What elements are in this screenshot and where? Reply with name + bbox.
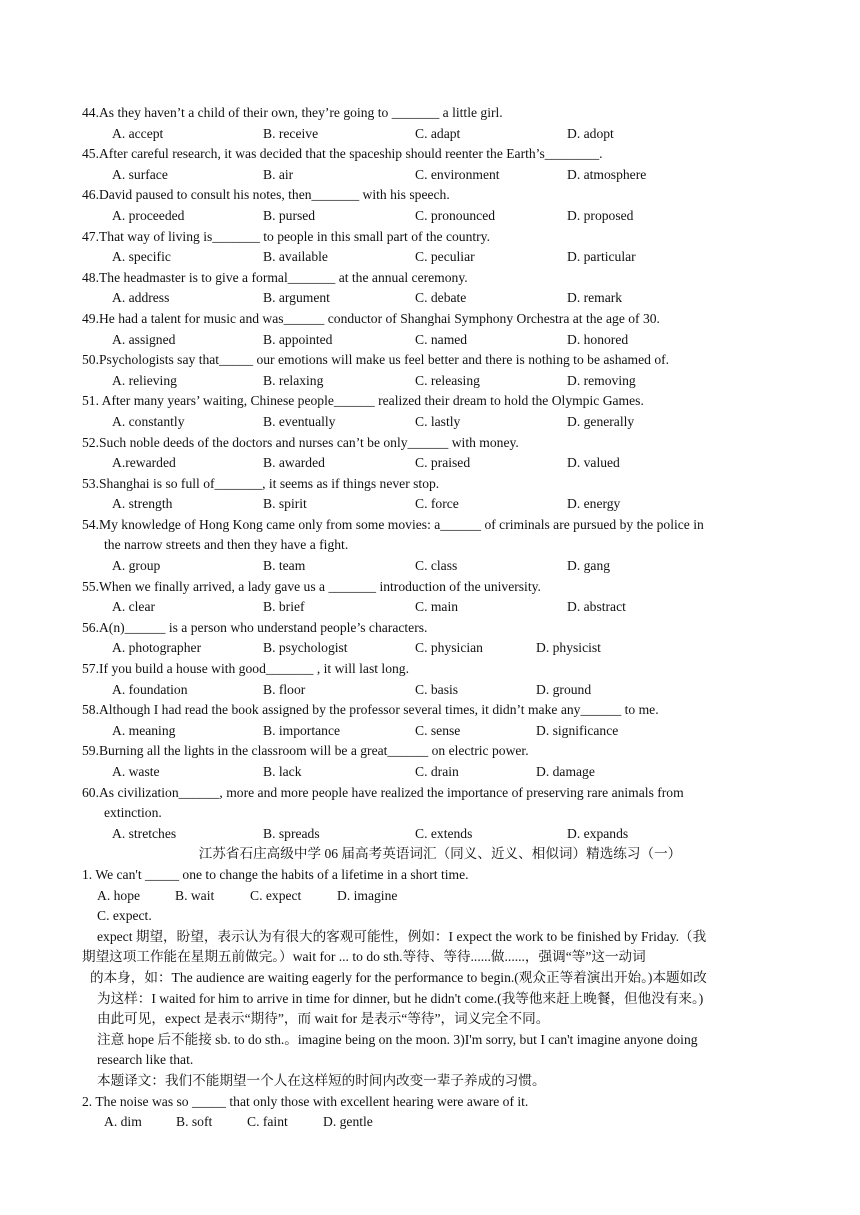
section-title: 江苏省石庄高级中学 06 届高考英语词汇（同义、近义、相似词）精选练习（一） — [198, 846, 682, 862]
option-b: B. team — [263, 558, 306, 574]
question-text: 52.Such noble deeds of the doctors and nurses can’t be only______ with money. — [82, 434, 519, 450]
option-a: A. group — [112, 558, 161, 574]
option-a: A. dim — [104, 1114, 142, 1130]
option-b: B. relaxing — [263, 372, 324, 388]
option-a: A. proceeded — [112, 207, 185, 223]
explanation-line: expect 期望，盼望，表示认为有很大的客观可能性，例如：I expect the work to be finished by Friday.（我 — [97, 928, 707, 944]
option-a: A. waste — [112, 764, 160, 779]
question-stem — [0, 515, 860, 536]
question-text: 47.That way of living is_______ to people in this small part of the country. — [82, 228, 490, 244]
option-row — [0, 412, 860, 433]
option-row — [0, 680, 860, 701]
option-row — [0, 638, 860, 659]
option-row — [0, 824, 860, 845]
explanation-line: 为这样：I waited for him to arrive in time for dinner, but he didn't come.(我等他来赶上晚餐，但他没有来。) — [97, 990, 704, 1006]
option-b: B. receive — [263, 125, 319, 141]
option-row — [0, 597, 860, 618]
option-row — [0, 762, 860, 783]
option-b: B. psychologist — [263, 640, 348, 656]
question-text: 56.A(n)______ is a person who understand people’s characters. — [82, 619, 428, 635]
question-stem — [0, 144, 860, 165]
option-d: D. valued — [567, 455, 620, 471]
option-d: D. atmosphere — [567, 166, 647, 182]
explanation-line: research like that. — [97, 1052, 194, 1068]
question-text: 44.As they haven’t a child of their own, they’re going to _______ a little girl. — [82, 105, 503, 120]
option-a: A. clear — [112, 599, 156, 615]
question-stem — [0, 268, 860, 289]
question-text: 55.When we finally arrived, a lady gave us a _______ introduction of the university. — [82, 578, 541, 594]
option-d: D. adopt — [567, 125, 614, 141]
option-b: B. lack — [263, 764, 302, 779]
option-row — [0, 206, 860, 227]
option-c: C. praised — [415, 455, 471, 471]
option-c: C. debate — [415, 290, 467, 306]
option-row — [0, 494, 860, 515]
question-text: 46.David paused to consult his notes, then_______ with his speech. — [82, 187, 450, 203]
question-stem — [0, 474, 860, 495]
option-a: A. constantly — [112, 413, 185, 429]
question-text: 49.He had a talent for music and was______ conductor of Shanghai Symphony Orchestra at the age of 30. — [82, 310, 660, 326]
option-d: D. honored — [567, 331, 629, 347]
option-a: A. accept — [112, 125, 164, 141]
option-a: A. photographer — [112, 640, 202, 656]
option-b: B. appointed — [263, 331, 333, 347]
question-text: 51. After many years’ waiting, Chinese people______ realized their dream to hold the Olympic Games. — [82, 393, 644, 409]
option-row — [0, 330, 860, 351]
option-c: C. pronounced — [415, 207, 496, 223]
option-row — [0, 124, 860, 145]
question-text: 60.As civilization______, more and more people have realized the importance of preserving rare animals from — [82, 784, 684, 800]
option-b: B. spreads — [263, 825, 320, 841]
option-b: B. awarded — [263, 455, 325, 471]
question-stem — [0, 700, 860, 721]
option-b: B. floor — [263, 681, 306, 697]
option-a: A. specific — [112, 249, 171, 265]
question-stem — [0, 103, 860, 124]
question-stem — [0, 577, 860, 598]
option-row — [0, 721, 860, 742]
option-c: C. environment — [415, 166, 500, 182]
option-c: C. physician — [415, 640, 483, 656]
question-stem — [0, 433, 860, 454]
question-text: 48.The headmaster is to give a formal_______ at the annual ceremony. — [82, 269, 468, 285]
document-page — [0, 103, 860, 1133]
option-c: C. sense — [415, 722, 461, 738]
question-stem — [0, 659, 860, 680]
question-text: 50.Psychologists say that_____ our emotions will make us feel better and there is nothing to be ashamed of. — [82, 352, 670, 368]
question-stem — [0, 185, 860, 206]
option-row — [0, 371, 860, 392]
option-c: C. named — [415, 331, 468, 347]
option-row — [0, 247, 860, 268]
question-text-continued: the narrow streets and then they have a fight. — [104, 537, 349, 553]
option-d: D. imagine — [337, 887, 398, 903]
option-d: D. expands — [567, 825, 629, 841]
question-stem — [0, 391, 860, 412]
option-d: D. gang — [567, 558, 611, 574]
practice-question-2: 2. The noise was so _____ that only those with excellent hearing were aware of it. — [82, 1093, 529, 1109]
option-b: B. importance — [263, 722, 341, 738]
option-c: C. peculiar — [415, 249, 475, 265]
option-d: D. remark — [567, 290, 623, 306]
explanation-line: 由此可见，expect 是表示“期待”，而 wait for 是表示“等待”，词义完全不同。 — [97, 1011, 550, 1027]
question-text: 57.If you build a house with good_______ , it will last long. — [82, 661, 409, 677]
question-text: 45.After careful research, it was decided that the spaceship should reenter the Earth’s________. — [82, 146, 603, 162]
practice-question-2-options — [0, 1112, 860, 1133]
question-stem — [0, 227, 860, 248]
option-c: C. force — [415, 496, 459, 512]
option-d: D. significance — [536, 722, 619, 738]
option-row — [0, 288, 860, 309]
option-a: A. surface — [112, 166, 168, 182]
option-a: A. relieving — [112, 372, 177, 388]
option-b: B. soft — [176, 1114, 213, 1130]
option-c: C. basis — [415, 681, 459, 697]
option-d: D. physicist — [536, 640, 601, 656]
question-stem — [0, 309, 860, 330]
option-row — [0, 165, 860, 186]
explanation-line: 期望这项工作能在星期五前做完。）wait for ... to do sth.等待、等待......做......，强调“等”这一动词 — [82, 949, 646, 965]
option-a: A. address — [112, 290, 170, 306]
option-a: A. stretches — [112, 825, 177, 841]
question-text-continued: extinction. — [104, 805, 162, 821]
option-row — [0, 556, 860, 577]
question-text: 54.My knowledge of Hong Kong came only from some movies: a______ of criminals are pursued by the police in — [82, 516, 704, 532]
option-c: C. extends — [415, 825, 473, 841]
option-c: C. main — [415, 599, 459, 615]
explanation-line: 的本身，如：The audience are waiting eagerly for the performance to begin.(观众正等着演出开始。)本题如改 — [90, 969, 707, 985]
option-d: D. removing — [567, 372, 636, 388]
option-d: D. proposed — [567, 207, 634, 223]
option-b: B. spirit — [263, 496, 307, 512]
option-c: C. drain — [415, 764, 459, 779]
option-a: A. strength — [112, 496, 173, 512]
question-text: 53.Shanghai is so full of_______, it seems as if things never stop. — [82, 475, 440, 491]
question-stem — [0, 350, 860, 371]
question-stem — [0, 618, 860, 639]
option-c: C. expect — [250, 887, 302, 903]
option-b: B. wait — [175, 887, 215, 903]
practice-question-1-options — [0, 886, 860, 907]
question-list — [0, 103, 860, 844]
option-a: A. hope — [97, 887, 141, 903]
option-d: D. gentle — [323, 1114, 373, 1130]
explanation-line: 注意 hope 后不能接 sb. to do sth.。imagine being on the moon. 3)I'm sorry, but I can't imagine anyone doing — [97, 1031, 698, 1047]
option-b: B. pursed — [263, 207, 316, 223]
option-b: B. eventually — [263, 413, 336, 429]
option-c: C. releasing — [415, 372, 480, 388]
practice-section — [0, 865, 860, 1133]
answer-text: C. expect. — [97, 908, 152, 924]
practice-question-1: 1. We can't _____ one to change the habits of a lifetime in a short time. — [82, 866, 469, 882]
question-stem — [0, 741, 860, 762]
option-a: A. meaning — [112, 722, 176, 738]
option-b: B. available — [263, 249, 328, 265]
option-a: A.rewarded — [112, 455, 176, 471]
option-b: B. argument — [263, 290, 330, 306]
option-c: C. adapt — [415, 125, 461, 141]
option-b: B. brief — [263, 599, 305, 615]
question-text: 59.Burning all the lights in the classroom will be a great______ on electric power. — [82, 743, 529, 759]
option-d: D. abstract — [567, 599, 626, 615]
option-c: C. class — [415, 558, 458, 574]
option-row — [0, 453, 860, 474]
option-b: B. air — [263, 166, 294, 182]
question-text: 58.Although I had read the book assigned by the professor several times, it didn’t make any______ to me. — [82, 702, 659, 718]
translation-text: 本题译文：我们不能期望一个人在这样短的时间内改变一辈子养成的习惯。 — [97, 1072, 546, 1088]
option-c: C. faint — [247, 1114, 288, 1130]
option-d: D. particular — [567, 249, 636, 265]
option-a: A. assigned — [112, 331, 176, 347]
option-c: C. lastly — [415, 413, 461, 429]
option-d: D. energy — [567, 496, 621, 512]
option-d: D. damage — [536, 764, 595, 779]
question-stem — [0, 783, 860, 804]
option-d: D. generally — [567, 413, 635, 429]
option-d: D. ground — [536, 681, 592, 697]
option-a: A. foundation — [112, 681, 188, 697]
